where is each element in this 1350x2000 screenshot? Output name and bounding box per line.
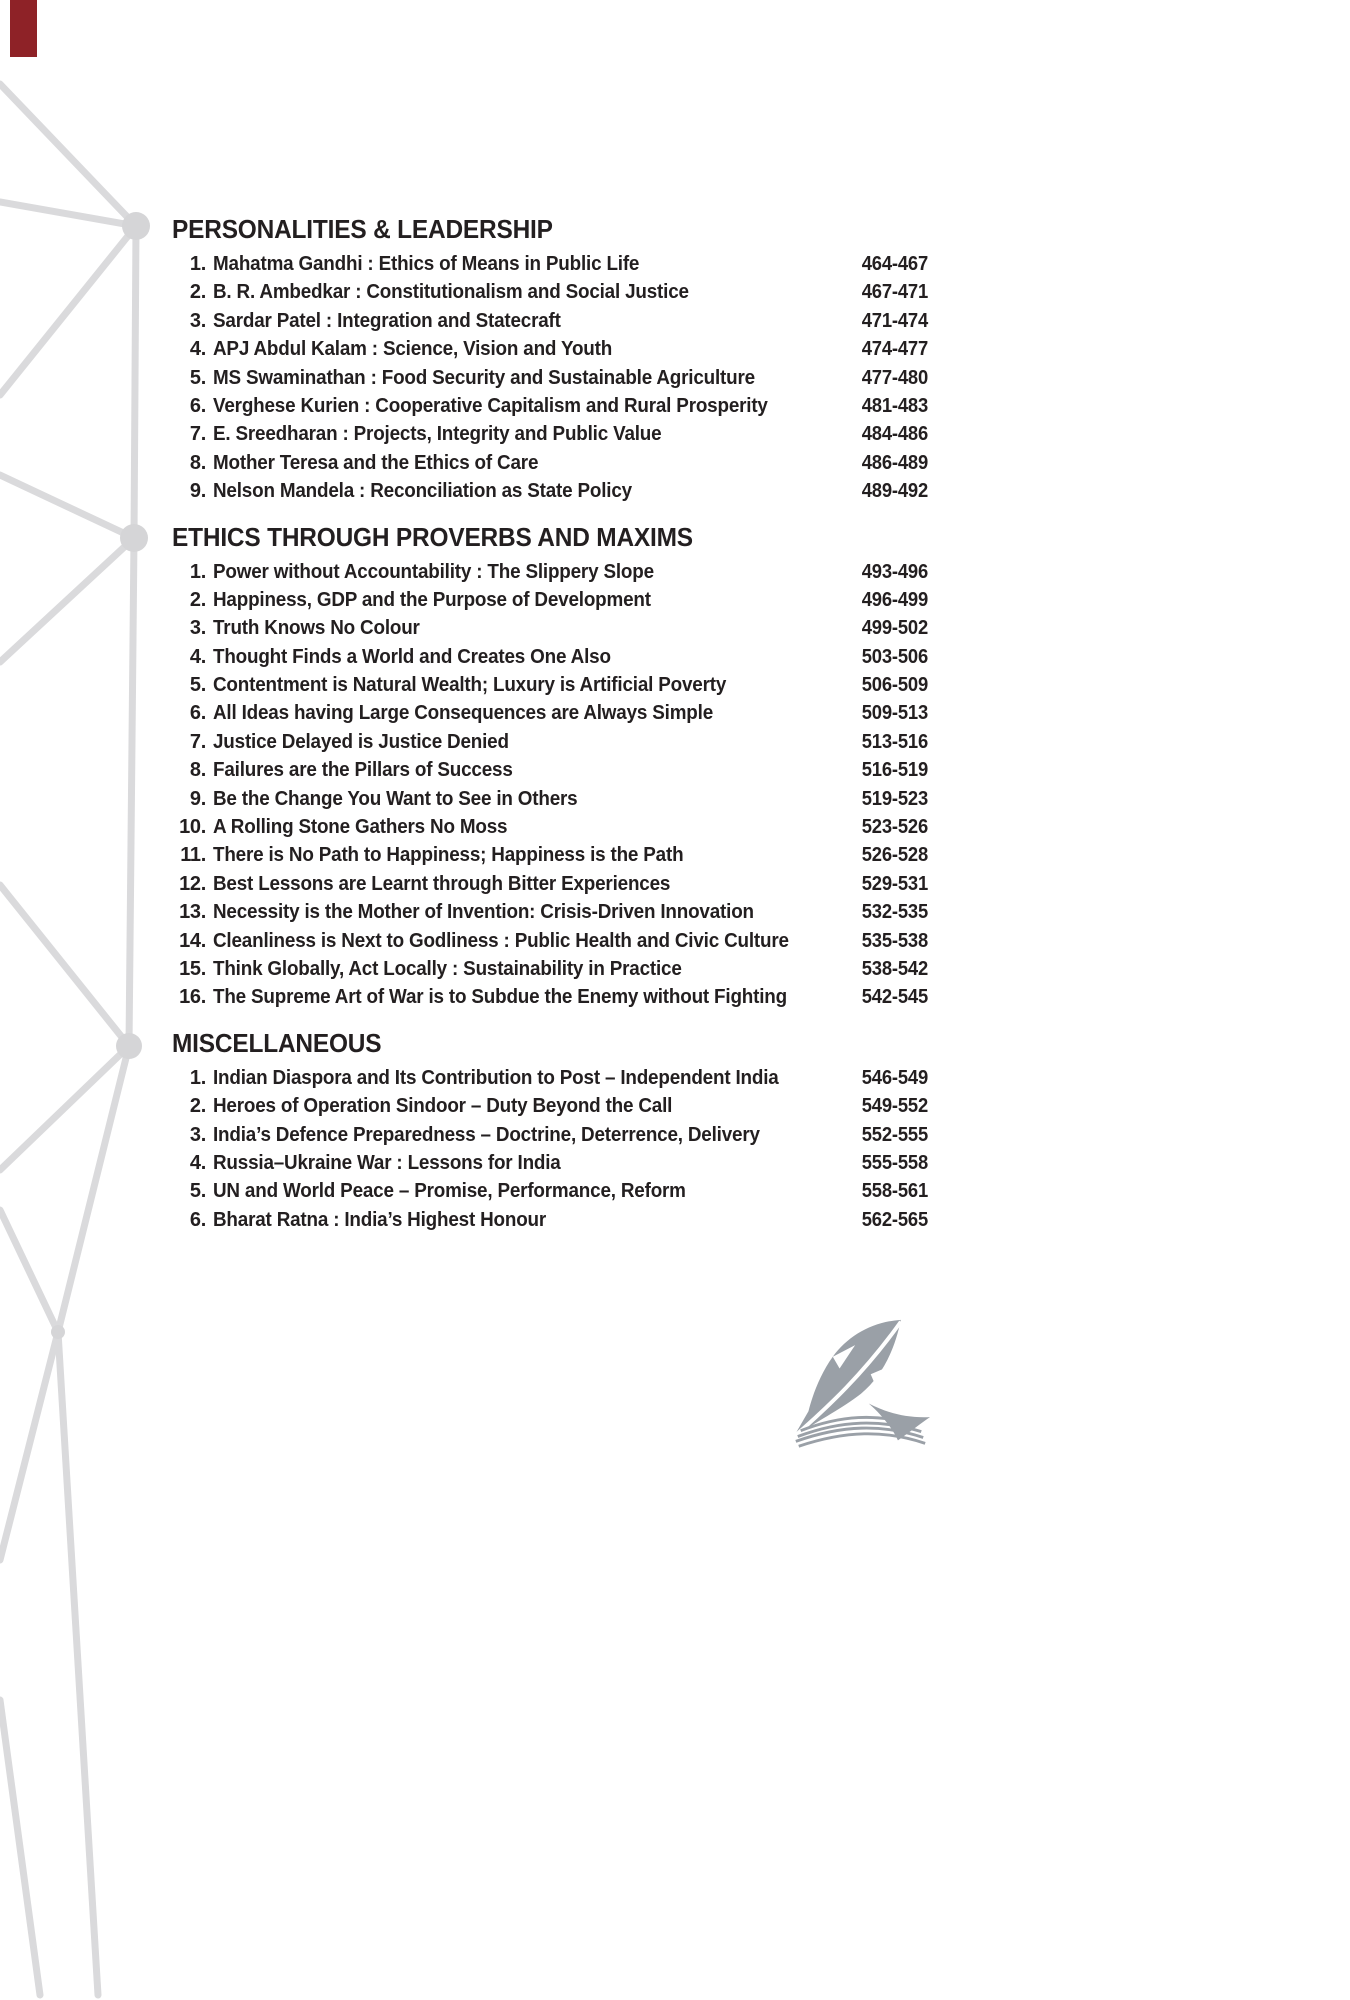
toc-entry: [172, 643, 928, 671]
entry-number: 9.: [189, 480, 206, 503]
toc-entry: [172, 392, 928, 420]
entry-page-range: 474-477: [861, 338, 928, 361]
entry-page-range: 471-474: [861, 309, 928, 332]
entry-number: 2.: [189, 281, 206, 304]
entry-title: Think Globally, Act Locally : Sustainability in Practice: [213, 956, 682, 980]
entry-number: 3.: [189, 617, 206, 640]
entry-page-range: 552-555: [861, 1123, 928, 1146]
toc-entry: [172, 364, 928, 392]
toc-section: [172, 1028, 928, 1234]
toc-entry: [172, 841, 928, 869]
entry-title: Heroes of Operation Sindoor – Duty Beyond the Call: [213, 1094, 673, 1118]
entry-title: Thought Finds a World and Creates One Also: [213, 644, 611, 668]
entry-title: Verghese Kurien : Cooperative Capitalism and Rural Prosperity: [213, 393, 768, 417]
toc-entry: [172, 785, 928, 813]
entry-number: 15.: [179, 957, 206, 980]
entry-number: 4.: [189, 645, 206, 668]
entry-page-range: 493-496: [861, 560, 928, 583]
entry-page-range: 503-506: [861, 645, 928, 668]
entry-number: 6.: [189, 394, 206, 417]
entry-page-range: 484-486: [861, 423, 928, 446]
toc-entry: [172, 614, 928, 642]
entry-page-range: 529-531: [861, 872, 928, 895]
entry-title: B. R. Ambedkar : Constitutionalism and Social Justice: [213, 280, 689, 304]
entry-number: 8.: [189, 451, 206, 474]
entry-title: Cleanliness is Next to Godliness : Public Health and Civic Culture: [213, 928, 789, 952]
toc-entry: [172, 449, 928, 477]
entry-title: Power without Accountability : The Slippery Slope: [213, 559, 654, 583]
entry-title: Indian Diaspora and Its Contribution to Post – Independent India: [213, 1065, 779, 1089]
entry-title: UN and World Peace – Promise, Performance, Reform: [213, 1179, 686, 1203]
entry-title: A Rolling Stone Gathers No Moss: [213, 815, 508, 839]
toc-entry: [172, 1177, 928, 1205]
toc-entry: [172, 898, 928, 926]
entry-title: Nelson Mandela : Reconciliation as State Policy: [213, 479, 632, 503]
entry-page-range: 535-538: [861, 929, 928, 952]
entry-title: MS Swaminathan : Food Security and Sustainable Agriculture: [213, 365, 755, 389]
entry-title: Be the Change You Want to See in Others: [213, 786, 578, 810]
entry-title: The Supreme Art of War is to Subdue the Enemy without Fighting: [213, 985, 787, 1009]
entry-number: 2.: [189, 1095, 206, 1118]
entry-title: Failures are the Pillars of Success: [213, 758, 513, 782]
entry-title: India’s Defence Preparedness – Doctrine, Deterrence, Delivery: [213, 1122, 760, 1146]
entry-number: 1.: [189, 253, 206, 275]
entry-title: Bharat Ratna : India’s Highest Honour: [213, 1207, 547, 1231]
entry-page-range: 489-492: [861, 480, 928, 503]
entry-title: Truth Knows No Colour: [213, 616, 420, 640]
section-heading: PERSONALITIES & LEADERSHIP: [172, 214, 553, 244]
toc-entry: [172, 335, 928, 363]
entry-number: 16.: [179, 986, 206, 1009]
toc-entry: [172, 278, 928, 306]
toc-entry: [172, 1206, 928, 1234]
entry-page-range: 526-528: [861, 844, 928, 867]
entry-page-range: 546-549: [861, 1066, 928, 1089]
toc-entry: [172, 558, 928, 586]
toc-entry: [172, 756, 928, 784]
entry-number: 7.: [189, 423, 206, 446]
toc-entry: [172, 1064, 928, 1092]
entry-page-range: 555-558: [861, 1151, 928, 1174]
entry-title: Russia–Ukraine War : Lessons for India: [213, 1150, 561, 1174]
entry-page-range: 542-545: [861, 986, 928, 1009]
entry-title: Justice Delayed is Justice Denied: [213, 729, 509, 753]
entry-page-range: 532-535: [861, 901, 928, 924]
toc-entry: [172, 420, 928, 448]
entry-title: Happiness, GDP and the Purpose of Development: [213, 587, 651, 611]
entry-page-range: 481-483: [861, 394, 928, 417]
entry-number: 4.: [189, 338, 206, 361]
entry-title: There is No Path to Happiness; Happiness is the Path: [213, 843, 684, 867]
entry-number: 6.: [189, 1208, 206, 1231]
entry-number: 2.: [189, 588, 206, 611]
entry-number: 1.: [189, 1066, 206, 1089]
entry-title: Mahatma Gandhi : Ethics of Means in Public Life: [213, 252, 640, 275]
entry-page-range: 558-561: [861, 1180, 928, 1203]
entry-title: Sardar Patel : Integration and Statecraft: [213, 308, 561, 332]
entry-number: 5.: [189, 1180, 206, 1203]
quill-feather-logo-icon: [787, 1314, 933, 1455]
entry-page-range: 486-489: [861, 451, 928, 474]
section-rows: [172, 1064, 928, 1234]
toc-entry: [172, 927, 928, 955]
entry-title: Necessity is the Mother of Invention: Crisis-Driven Innovation: [213, 900, 754, 924]
toc-entry: [172, 813, 928, 841]
toc-section: [172, 522, 928, 1012]
entry-page-range: 516-519: [861, 759, 928, 782]
toc-entry: [172, 307, 928, 335]
corner-tab: [10, 0, 37, 57]
entry-number: 9.: [189, 787, 206, 810]
toc-entry: [172, 1121, 928, 1149]
entry-title: Contentment is Natural Wealth; Luxury is Artificial Poverty: [213, 673, 727, 697]
section-heading: MISCELLANEOUS: [172, 1027, 382, 1058]
toc-entry: [172, 870, 928, 898]
toc-entry: [172, 250, 928, 278]
entry-title: APJ Abdul Kalam : Science, Vision and Youth: [213, 337, 613, 361]
entry-number: 7.: [189, 730, 206, 753]
entry-number: 5.: [189, 366, 206, 389]
toc-entry: [172, 586, 928, 614]
entry-page-range: 519-523: [861, 787, 928, 810]
entry-page-range: 513-516: [861, 730, 928, 753]
entry-page-range: 464-467: [861, 253, 928, 275]
section-rows: [172, 250, 928, 506]
entry-number: 1.: [189, 560, 206, 583]
entry-page-range: 549-552: [861, 1095, 928, 1118]
entry-number: 10.: [179, 816, 206, 839]
entry-page-range: 499-502: [861, 617, 928, 640]
entry-number: 11.: [180, 844, 206, 867]
entry-number: 8.: [189, 759, 206, 782]
toc-entry: [172, 699, 928, 727]
toc-entry: [172, 728, 928, 756]
toc-entry: [172, 671, 928, 699]
entry-number: 6.: [189, 702, 206, 725]
entry-title: Best Lessons are Learnt through Bitter Experiences: [213, 871, 671, 895]
toc-entry: [172, 477, 928, 505]
entry-number: 5.: [189, 674, 206, 697]
entry-page-range: 538-542: [861, 957, 928, 980]
section-rows: [172, 558, 928, 1012]
table-of-contents: [172, 214, 928, 1250]
entry-page-range: 496-499: [861, 588, 928, 611]
entry-title: All Ideas having Large Consequences are Always Simple: [213, 701, 714, 725]
entry-title: Mother Teresa and the Ethics of Care: [213, 450, 539, 474]
entry-number: 4.: [189, 1151, 206, 1174]
entry-page-range: 467-471: [861, 281, 928, 304]
entry-page-range: 509-513: [861, 702, 928, 725]
entry-page-range: 506-509: [861, 674, 928, 697]
toc-entry: [172, 983, 928, 1011]
toc-section: [172, 214, 928, 506]
entry-number: 12.: [179, 872, 206, 895]
entry-page-range: 562-565: [861, 1208, 928, 1231]
toc-entry: [172, 1092, 928, 1120]
entry-page-range: 477-480: [861, 366, 928, 389]
entry-number: 13.: [179, 901, 206, 924]
toc-entry: [172, 1149, 928, 1177]
toc-entry: [172, 955, 928, 983]
entry-page-range: 523-526: [861, 816, 928, 839]
entry-number: 14.: [179, 929, 206, 952]
section-heading: ETHICS THROUGH PROVERBS AND MAXIMS: [172, 521, 693, 552]
entry-title: E. Sreedharan : Projects, Integrity and Public Value: [213, 422, 662, 446]
entry-number: 3.: [189, 309, 206, 332]
entry-number: 3.: [189, 1123, 206, 1146]
